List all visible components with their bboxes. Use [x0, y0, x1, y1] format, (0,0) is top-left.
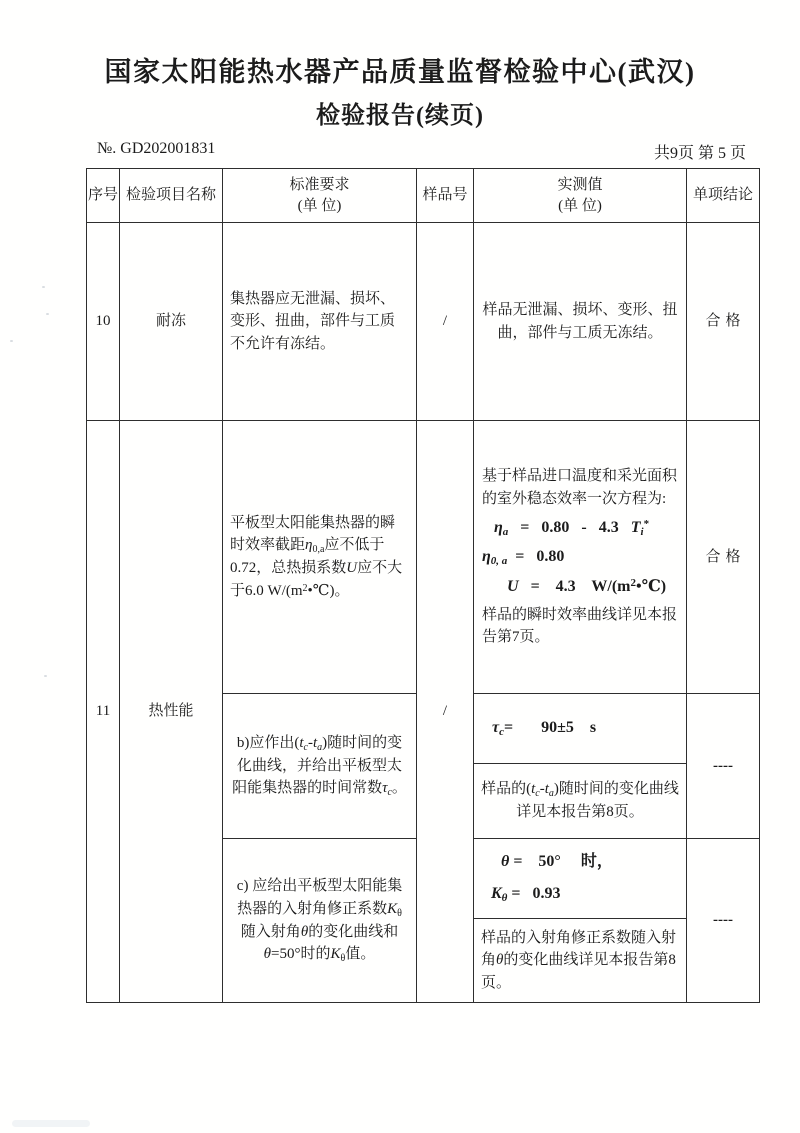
row11a-standard-cell — [223, 421, 417, 694]
row11-seq-cell: 11 — [87, 421, 120, 1003]
col-header-item: 检验项目名称 — [120, 169, 223, 223]
row11b-note-cell — [474, 764, 687, 839]
formula-u: U = 4.3 $W/(m^2•℃)$ — [507, 576, 667, 595]
scan-speck — [46, 313, 49, 315]
row10-standard-text: 集热器应无泄漏、损坏、变形、扭曲，部件与工质不允许有冻结。 — [230, 290, 396, 352]
scan-speck — [44, 675, 47, 677]
formula-eta-a: ηa = 0.80 - 4.3 Ti* — [494, 518, 650, 539]
row10-measured-cell — [474, 223, 687, 421]
row10-standard-cell — [223, 223, 417, 421]
page-title: 国家太阳能热水器产品质量监督检验中心(武汉) — [104, 57, 696, 87]
formula-k-theta: Kθ = 0.93 — [491, 884, 561, 904]
formula-tau: τc= 90±5 s — [492, 718, 597, 738]
row10-conclusion-cell — [687, 223, 760, 421]
col-header-standard: 标准要求 (单 位) — [223, 169, 417, 223]
scan-smudge — [12, 1120, 90, 1127]
row10-measured-text: 样品无泄漏、损坏、变形、扭曲，部件与工质无冻结。 — [482, 302, 678, 341]
col-header-seq: 序号 — [87, 169, 120, 223]
row11c-note-cell — [474, 919, 687, 1003]
row11a-measured-cell — [474, 421, 687, 694]
row11b-standard-cell — [223, 694, 417, 839]
formula-eta-0a: η0, a = 0.80 — [482, 548, 565, 568]
report-subtitle: 检验报告(续页) — [316, 103, 484, 129]
inspection-results-table — [86, 168, 760, 1003]
row10-seq-cell: 10 — [87, 223, 120, 421]
row11-sample-cell: / — [417, 421, 474, 1003]
row11a-measured-intro: 基于样品进口温度和采光面积的室外稳态效率一次方程为: — [482, 468, 678, 507]
row11b-conclusion-cell — [687, 694, 760, 839]
row11b-tau-cell — [474, 694, 687, 764]
scan-speck — [10, 340, 13, 342]
row11c-measured-note: 样品的入射角修正系数随入射角θ的变化曲线详见本报告第8页。 — [481, 929, 677, 991]
row11b-standard-text: b)应作出$(t_c-t_a)$随时间的变化曲线，并给出平板型太阳能集热器的时间常数$\tau_c$。 — [232, 734, 407, 799]
col-header-conclusion: 单项结论 — [687, 169, 760, 223]
row11a-measured-note: 样品的瞬时效率曲线详见本报告第7页。 — [482, 606, 678, 646]
scan-speck — [42, 286, 45, 288]
row10-conclusion-badge: 合格 — [705, 313, 746, 330]
page-indicator: 共9页 第 5 页 — [653, 145, 746, 162]
row11a-conclusion-badge: 合格 — [705, 548, 746, 565]
row11a-conclusion-cell — [687, 421, 760, 694]
col-header-measured: 实测值 (单 位) — [474, 169, 687, 223]
row11c-standard-cell — [223, 839, 417, 1003]
row11c-conclusion-dash: ---- — [713, 912, 733, 929]
report-number: №. GD202001831 — [97, 140, 216, 157]
row11b-measured-note: 样品的$(t_c-t_a)$随时间的变化曲线详见本报告第8页。 — [481, 781, 679, 821]
row11-item-cell: 热性能 — [120, 421, 223, 1003]
row11c-conclusion-cell — [687, 839, 760, 1003]
row11c-standard-text: c) 应给出平板型太阳能集热器的入射角修正系数$K_\theta$随入射角θ的变化曲线和θ=50°时的$K_\theta$值。 — [236, 878, 403, 964]
row10-item-cell: 耐冻 — [120, 223, 223, 421]
row10-sample-cell: / — [417, 223, 474, 421]
formula-theta: θ = 50° 时， — [501, 852, 613, 870]
row11b-conclusion-dash: ---- — [713, 757, 733, 774]
col-header-sample: 样品号 — [417, 169, 474, 223]
row11a-standard-text: 平板型太阳能集热器的瞬时效率截距$\eta_{0,a}$应不低于0.72，总热损系数U应不大于6.0 $W/(m^2•℃)$。 — [230, 514, 403, 599]
row11c-k-cell — [474, 839, 687, 919]
